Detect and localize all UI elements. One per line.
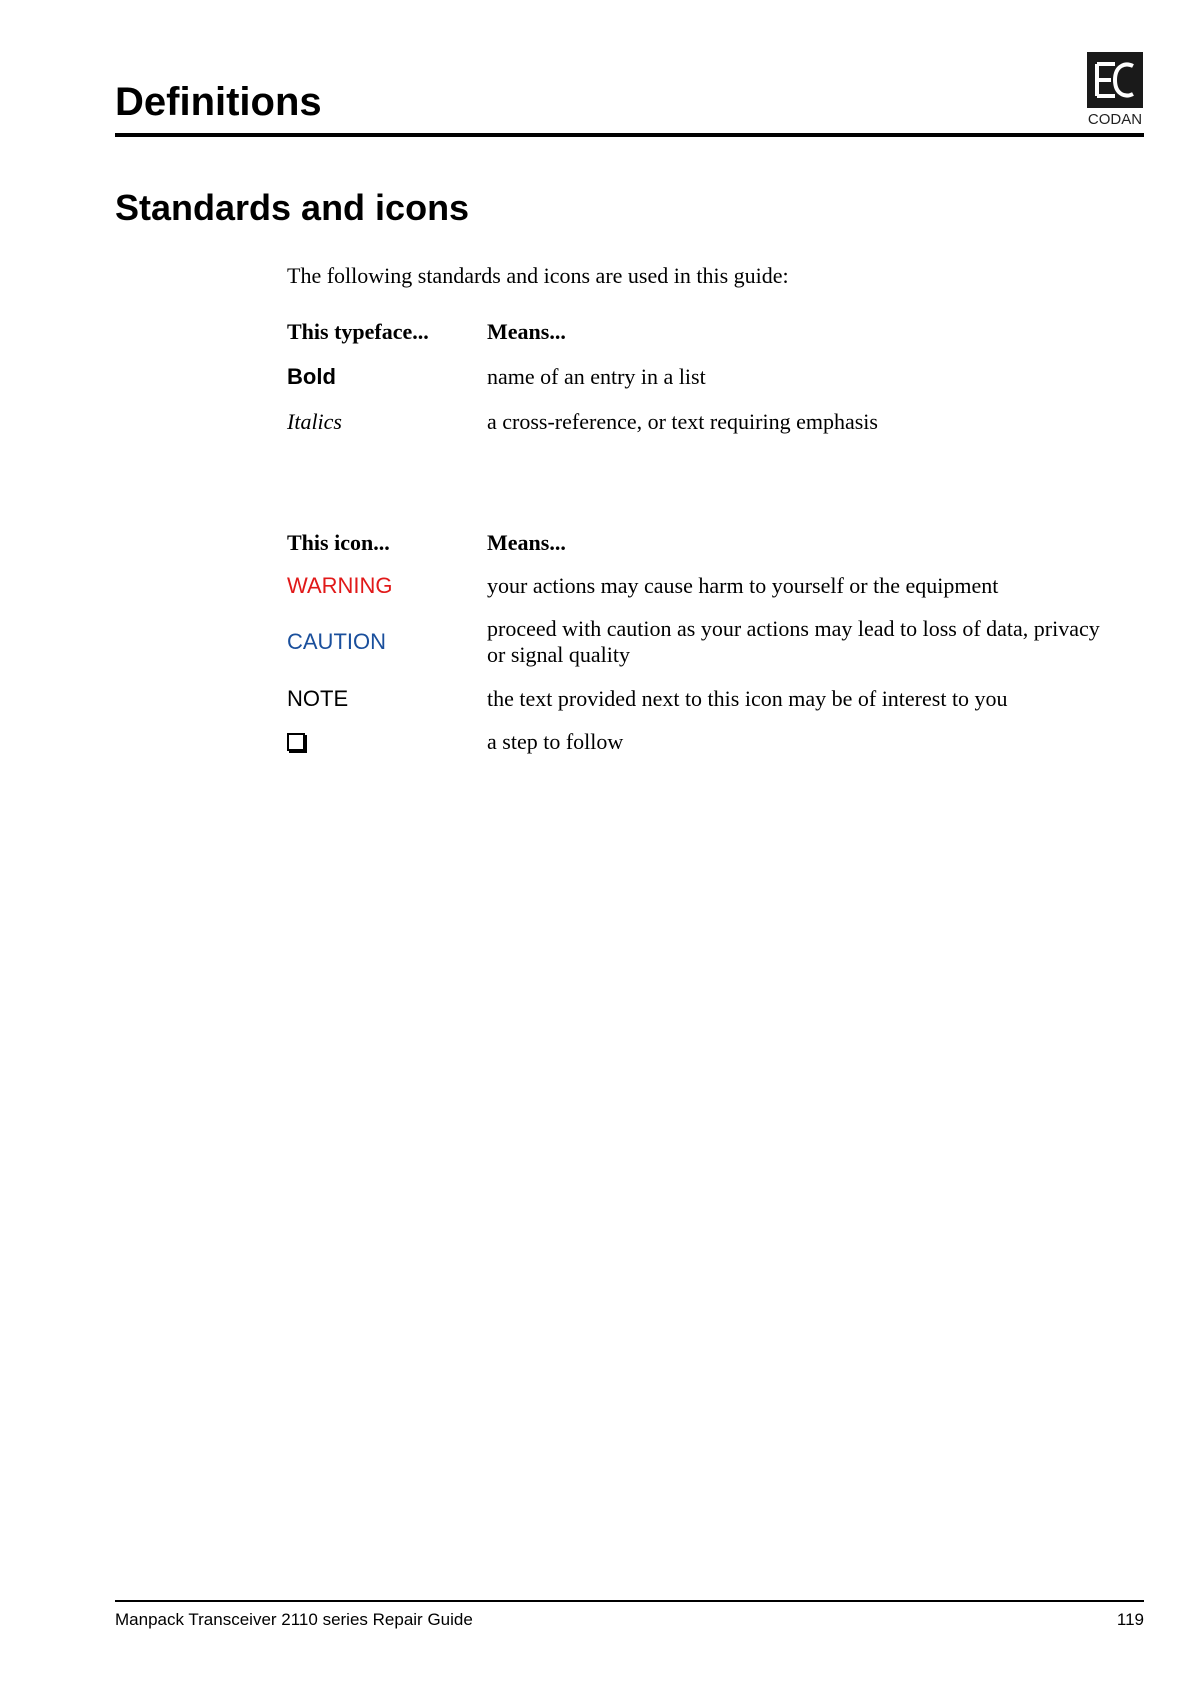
page-title: Definitions xyxy=(115,80,322,124)
checkbox-icon xyxy=(287,733,305,751)
header-divider xyxy=(115,133,1144,137)
icon-column-header: This icon... xyxy=(287,530,390,555)
icon-meaning: the text provided next to this icon may be of interest to you xyxy=(487,686,1008,711)
table-header-row xyxy=(287,521,1107,565)
icon-meaning: a step to follow xyxy=(487,729,624,754)
table-row xyxy=(287,607,1107,677)
footer-page-number: 119 xyxy=(1116,1610,1144,1629)
step-icon-cell xyxy=(287,721,487,763)
meaning-column-header: Means... xyxy=(487,530,566,555)
typeface-column-header: This typeface... xyxy=(287,319,429,344)
footer-doc-title: Manpack Transceiver 2110 series Repair Guide xyxy=(115,1610,473,1629)
table-row xyxy=(287,677,1107,721)
icon-table xyxy=(287,521,1107,763)
codan-logo xyxy=(1086,52,1144,129)
table-header-row xyxy=(287,310,1107,354)
logo-text: CODAN xyxy=(1087,111,1143,128)
typeface-term-italics: Italics xyxy=(287,408,342,434)
intro-text: The following standards and icons are used in this guide: xyxy=(287,263,789,288)
caution-label: CAUTION xyxy=(287,629,386,654)
table-row xyxy=(287,354,1107,399)
section-title: Standards and icons xyxy=(115,187,470,228)
typeface-term-bold: Bold xyxy=(287,363,336,389)
warning-label: WARNING xyxy=(287,573,393,598)
icon-meaning: proceed with caution as your actions may lead to loss of data, privacy or signal quality xyxy=(487,616,1100,667)
table-row xyxy=(287,565,1107,607)
note-label: NOTE xyxy=(287,686,349,711)
codan-logo-icon xyxy=(1087,52,1143,108)
typeface-meaning: a cross-reference, or text requiring emphasis xyxy=(487,408,878,434)
meaning-column-header: Means... xyxy=(487,319,566,344)
footer-divider xyxy=(115,1600,1144,1602)
table-row xyxy=(287,721,1107,763)
icon-meaning: your actions may cause harm to yourself or the equipment xyxy=(487,573,999,598)
typeface-meaning: name of an entry in a list xyxy=(487,363,706,389)
table-row xyxy=(287,399,1107,444)
typeface-table xyxy=(287,310,1107,444)
